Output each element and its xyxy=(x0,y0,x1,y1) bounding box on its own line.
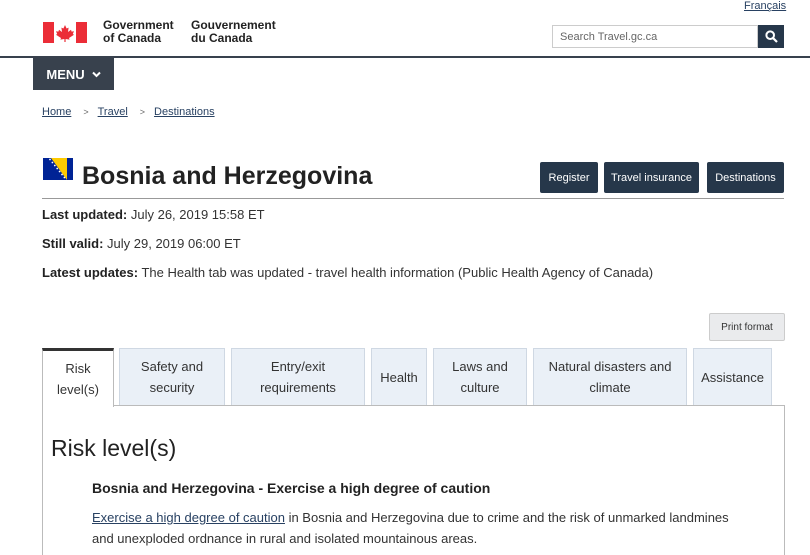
tab-label-line1: Safety and xyxy=(140,359,204,374)
chevron-down-icon xyxy=(92,71,101,78)
tab-label-line2: security xyxy=(149,380,195,395)
last-updated xyxy=(42,207,265,222)
goc-en-line2: of Canada xyxy=(103,31,162,45)
tab-label-line2: Assistance xyxy=(701,369,764,385)
tab-label-line2: Health xyxy=(380,369,418,385)
breadcrumb-separator-icon: > xyxy=(83,107,89,117)
tab-label-line1: Laws and xyxy=(452,359,508,374)
goc-wordmark-french[interactable] xyxy=(191,19,276,45)
print-format-button[interactable]: Print format xyxy=(709,313,785,341)
tab-natural-disasters[interactable] xyxy=(533,348,687,406)
tab-label-line2: requirements xyxy=(260,380,336,395)
travel-insurance-button[interactable]: Travel insurance xyxy=(604,162,699,193)
destinations-button[interactable]: Destinations xyxy=(707,162,784,193)
menu-button[interactable] xyxy=(33,58,114,90)
panel-border-right xyxy=(784,405,785,555)
search-button[interactable] xyxy=(758,25,784,48)
header-divider xyxy=(0,56,810,58)
search-input[interactable] xyxy=(552,25,758,48)
goc-wordmark-english[interactable] xyxy=(103,19,174,45)
tab-label-line2: climate xyxy=(589,380,631,395)
last-updated-label: Last updated: xyxy=(42,207,128,222)
bosnia-flag-icon xyxy=(43,158,73,180)
latest-updates-label: Latest updates: xyxy=(42,265,139,280)
last-updated-value: July 26, 2019 15:58 ET xyxy=(130,207,265,222)
tab-health[interactable] xyxy=(371,348,427,406)
tab-label-line1: Risk xyxy=(65,361,91,376)
tab-entry-exit[interactable] xyxy=(231,348,365,406)
tab-label-line2: level(s) xyxy=(57,382,99,397)
tab-label-line1: Natural disasters and xyxy=(548,359,672,374)
tab-safety-security[interactable] xyxy=(119,348,225,406)
menu-label: MENU xyxy=(46,66,85,82)
search-icon xyxy=(765,30,778,43)
tab-risk-levels[interactable] xyxy=(42,348,114,407)
risk-description xyxy=(92,507,732,549)
panel-border-left xyxy=(42,405,43,555)
risk-body-text: in Bosnia and Herzegovina due to crime and the risk of unmarked landmines and unexploded ordnance in rural and isolated mountainous areas. xyxy=(92,510,729,546)
breadcrumb-destinations-link[interactable]: Destinations xyxy=(154,106,215,118)
still-valid-value: July 29, 2019 06:00 ET xyxy=(107,236,241,251)
tab-label-line2: culture xyxy=(460,380,500,395)
risk-subtitle: Bosnia and Herzegovina - Exercise a high degree of caution xyxy=(92,480,491,496)
still-valid-label: Still valid: xyxy=(42,236,104,251)
breadcrumb-travel-link[interactable]: Travel xyxy=(97,106,128,118)
goc-fr-line2: du Canada xyxy=(191,31,253,45)
still-valid xyxy=(42,236,241,251)
tab-label-line1: Entry/exit xyxy=(270,359,326,374)
canada-flag-icon xyxy=(43,22,87,43)
register-button[interactable]: Register xyxy=(540,162,598,193)
breadcrumb-home-link[interactable]: Home xyxy=(42,106,72,118)
language-toggle-link[interactable]: Français xyxy=(744,0,787,12)
goc-fr-line1: Gouvernement xyxy=(191,18,276,32)
tab-bar-divider xyxy=(114,405,785,406)
breadcrumb-separator-icon: > xyxy=(139,107,146,117)
breadcrumb xyxy=(42,106,215,118)
latest-updates-value: The Health tab was updated - travel health information (Public Health Agency of Canada) xyxy=(141,265,654,280)
latest-updates xyxy=(42,265,653,280)
goc-en-line1: Government xyxy=(103,18,174,32)
tab-laws-culture[interactable] xyxy=(433,348,527,406)
title-divider xyxy=(42,198,784,199)
risk-level-link[interactable]: Exercise a high degree of caution xyxy=(92,510,285,525)
section-title: Risk level(s) xyxy=(51,435,177,461)
tab-assistance[interactable] xyxy=(693,348,772,406)
page-title: Bosnia and Herzegovina xyxy=(82,162,373,190)
